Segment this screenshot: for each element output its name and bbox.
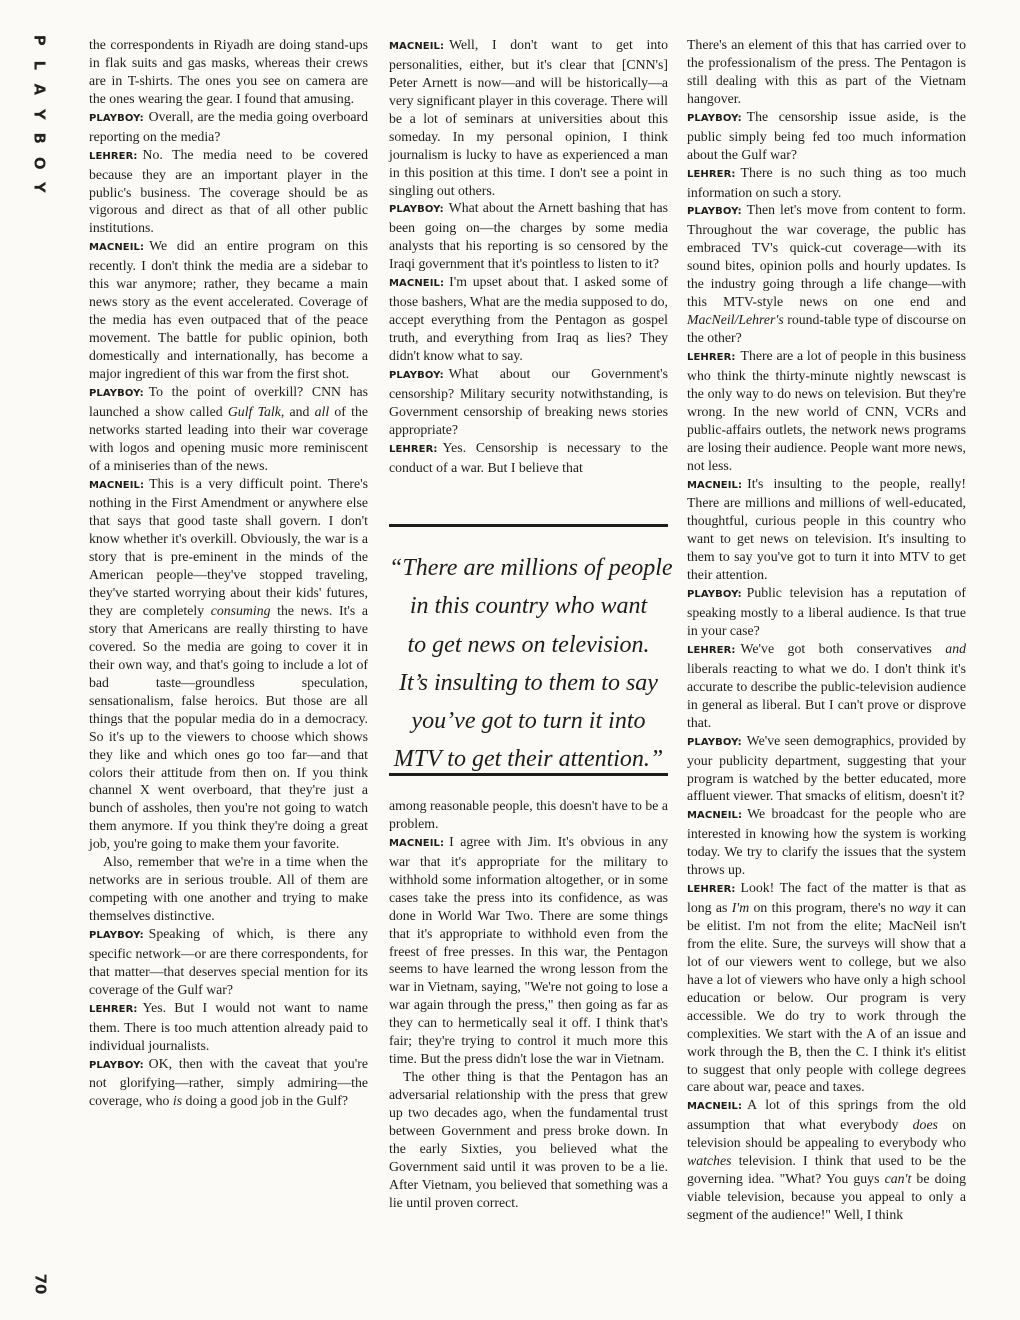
speaker-label: PLAYBOY: xyxy=(389,369,444,381)
masthead-letter: Y xyxy=(30,181,49,193)
speaker-label: MACNEIL: xyxy=(687,810,743,822)
pull-quote-line: in this country who want xyxy=(409,593,648,620)
pull-quote xyxy=(389,524,673,776)
paragraph-text: Public television has a reputation of speaking mostly to a liberal audience. Is that true in your case? xyxy=(687,585,966,638)
paragraph-text: Look! The fact of the matter is that as long as xyxy=(687,880,966,916)
paragraph xyxy=(687,475,966,585)
paragraph-text: among reasonable people, this doesn't have to be a problem. xyxy=(389,798,668,831)
speaker-label: MACNEIL: xyxy=(389,41,445,52)
paragraph xyxy=(89,475,368,854)
paragraph-text: I agree with Jim. It's obvious in any war that it's appropriate for the military to withhold some information altogether, or in some cases take the press into its confidence, as was done in World War Two. There are some things that it's appropriate to withhold even from the freest of free presses. In this war, the Pentagon seems to have learned the wrong lesson from the war in Vietnam, saying, "We're not going to lose a war again through the press," then going as far as they can to hermetically seal it off. I think that's fair; they're trying to control it much more this time. But the press didn't lose the war in Vietnam. xyxy=(389,833,668,1067)
speaker-label: MACNEIL: xyxy=(687,1101,743,1113)
paragraph-text: liberals reacting to what we do. I don't think it's accurate to describe the public-television audience in general as liberal. But I can't prove or disprove that. xyxy=(687,660,966,730)
article-column-2 xyxy=(389,36,668,477)
masthead-letter: P xyxy=(30,34,49,46)
speaker-label: MACNEIL: xyxy=(89,479,145,491)
speaker-label: PLAYBOY: xyxy=(389,204,444,216)
paragraph xyxy=(687,36,966,108)
paragraph-text: There are a lot of people in this business who think the thirty-minute nightly newscast is the only way to do news on television. But they're wrong. In the new world of CNN, VCRs and public-affairs outlets, the network news programs are losing their audience. People want more news, not less. xyxy=(687,347,966,473)
paragraph-text: There is no such thing as too much information on such a story. xyxy=(687,164,966,200)
speaker-label: PLAYBOY: xyxy=(89,1059,144,1071)
paragraph-text: be doing viable television, because you appeal to only a segment of the audience!" Well, I think xyxy=(687,1171,966,1222)
paragraph-text: To the point of overkill? CNN has launched a show called xyxy=(89,383,368,419)
paragraph-text: television. I think that used to be the governing idea. "What? You guys xyxy=(687,1153,966,1187)
paragraph-text: Also, remember that we're in a time when the networks are in serious trouble. All of them are competing with one another and trying to make themselves distinctive. xyxy=(89,854,368,923)
paragraph-text: OK, then with the caveat that you're not glorifying—rather, simply admiring—the coverage, who xyxy=(89,1055,368,1109)
paragraph-text: There's an element of this that has carried over to the professionalism of the press. The Pentagon is still dealing with this as part of the Vietnam hangover. xyxy=(687,37,966,106)
speaker-label: MACNEIL: xyxy=(687,479,743,491)
paragraph-text: I'm upset about that. I asked some of those bashers, What are the media supposed to do, accept everything from the Pentagon as gospel truth, and everything from Iraq as lies? They didn't know what to say. xyxy=(389,274,668,363)
italic-text: consuming xyxy=(210,603,271,619)
paragraph-text: Yes. Censorship is necessary to the conduct of a war. But I believe that xyxy=(389,439,668,475)
pull-quote-line: to get news on television. xyxy=(407,631,650,658)
paragraph-text: Then let's move from content to form. Throughout the war coverage, the public has embraced TV's quick-cut coverage—with its sound bites, opinion polls and hourly updates. Is the industry going through a life change—with this MTV-style news on one end and xyxy=(687,202,966,310)
paragraph xyxy=(389,439,668,477)
paragraph-text: We've got both conservatives xyxy=(740,640,946,656)
italic-text: does xyxy=(912,1117,938,1133)
masthead-letter: A xyxy=(30,83,49,96)
paragraph xyxy=(89,853,368,925)
paragraph xyxy=(89,237,368,383)
speaker-label: PLAYBOY: xyxy=(89,387,144,399)
paragraph xyxy=(389,797,668,833)
paragraph xyxy=(389,833,668,1068)
paragraph-text: We've seen demographics, provided by your publicity department, suggesting that your program is watched by the better educated, more affluent viewer. That smacks of elitism, doesn't it? xyxy=(687,732,966,804)
paragraph xyxy=(687,584,966,640)
paragraph-text: the news. It's a story that Americans are really thirsting to have covered. So the media are going to cover it in their own way, and that's going to include a lot of bad taste—groundless speculation, sensationalism, false heroics. But those are all things that the popular media do in a democracy. So it's up to the viewers to choose which shows they like and which ones go too far—and that colors their attitude from then on. If you think channel X went overboard, that they're just a bunch of assholes, then you're not going to watch them anymore. If you think they're doing a great job, you're going to make them your favorite. xyxy=(89,603,368,852)
speaker-label: MACNEIL: xyxy=(389,278,445,290)
speaker-label: PLAYBOY: xyxy=(89,929,144,941)
speaker-label: PLAYBOY: xyxy=(687,589,742,601)
italic-text: MacNeil/Lehrer's xyxy=(687,312,784,328)
paragraph xyxy=(389,1068,668,1212)
speaker-label: MACNEIL: xyxy=(389,837,445,849)
paragraph xyxy=(89,1055,368,1111)
paragraph xyxy=(89,146,368,238)
paragraph-text: Speaking of which, is there any specific network—or are there correspondents, for that matter—that deserves special mention for its coverage of the Gulf war? xyxy=(89,925,368,997)
paragraph xyxy=(687,805,966,879)
italic-text: watches xyxy=(687,1153,732,1169)
pull-quote-line: you’ve got to turn it into xyxy=(411,708,646,735)
paragraph xyxy=(687,108,966,164)
masthead-letter: Y xyxy=(30,108,49,120)
italic-text: and xyxy=(945,640,966,656)
paragraph-text: We broadcast for the people who are interested in knowing how the system is working today. We try to clarify the issues that the system throws up. xyxy=(687,806,966,878)
paragraph xyxy=(389,365,668,439)
page-number: 70 xyxy=(31,1273,50,1295)
italic-text: can't xyxy=(884,1171,912,1187)
paragraph xyxy=(687,347,966,475)
paragraph xyxy=(389,273,668,365)
paragraph-text: on television should be appealing to everybody who xyxy=(687,1117,966,1151)
playboy-masthead xyxy=(28,28,50,200)
speaker-label: LEHRER: xyxy=(687,644,736,656)
article-column-1 xyxy=(89,36,368,1110)
paragraph-text: The censorship issue aside, is the public simply being fed too much information about the Gulf war? xyxy=(687,108,966,162)
italic-text: I'm xyxy=(731,900,750,916)
paragraph xyxy=(89,108,368,146)
paragraph-text: What about our Government's censorship? Military security notwithstanding, is Government censorship of breaking news stories appropriate? xyxy=(389,365,668,437)
paragraph xyxy=(687,879,966,1096)
paragraph-text: We did an entire program on this recently. I don't think the media are a sidebar to this war anymore; rather, they became a main news story as the event accelerated. Coverage of the media has even outpaced that of the peace movement. The battle for public opinion, both domestically and internationally, has become a major ingredient of this war from the first shot. xyxy=(89,238,368,381)
paragraph xyxy=(687,732,966,806)
paragraph-text: , and xyxy=(280,403,315,419)
pull-quote-line: It’s insulting to them to say xyxy=(399,669,658,696)
paragraph-text: round-table type of discourse on the other? xyxy=(687,312,966,345)
paragraph-text: No. The media need to be covered because they are an important player in the public's business. The coverage should be as vigorous and direct as that of all other public institutions. xyxy=(89,146,368,236)
article-column-2-continued xyxy=(389,797,668,1212)
italic-text: way xyxy=(908,900,931,916)
paragraph-text: What about the Arnett bashing that has been going on—the charges by some media analysts that his reporting is so censored by the Iraqi government that it's pointless to listen to it? xyxy=(389,200,668,272)
italic-text: is xyxy=(172,1093,183,1109)
italic-text: all xyxy=(314,403,330,419)
speaker-label: PLAYBOY: xyxy=(687,112,742,124)
paragraph-text: on this program, there's no xyxy=(749,900,909,916)
paragraph-text: the correspondents in Riyadh are doing stand-ups in flak suits and gas masks, whereas their crews are in T-shirts. The ones you see on camera are the ones wearing the gear. I found that amusing. xyxy=(89,37,368,106)
paragraph-text: The other thing is that the Pentagon has an adversarial relationship with the press that grew up two decades ago, when the fundamental trust between Government and press broke down. In the early Sixties, you believed what the Government said until it was proven to be a lie. After Vietnam, you believed that something was a lie until proven correct. xyxy=(389,1069,668,1210)
paragraph-text: doing a good job in the Gulf? xyxy=(182,1093,349,1109)
speaker-label: LEHRER: xyxy=(687,168,736,180)
paragraph-text: It's insulting to the people, really! There are millions and millions of well-educated, thoughtful, curious people in this country who want to get news on television. It's insulting to them to say you've got to turn it into MTV to get their attention. xyxy=(687,475,966,583)
speaker-label: LEHRER: xyxy=(687,884,736,896)
speaker-label: PLAYBOY: xyxy=(89,112,144,124)
paragraph-text: Well, I don't want to get into personalities, either, but it's clear that [CNN's] Peter Arnett is now—and will be historically—a very significant player in this coverage. There will be a lot of seminars at universities about this someday. In my personal opinion, I think journalism is lucky to have as experienced a man in this position at this time. I don't see a point in singling out others. xyxy=(389,37,668,198)
pull-quote-line: MTV to get their attention.” xyxy=(393,746,664,773)
speaker-label: PLAYBOY: xyxy=(687,736,742,748)
paragraph-text: A lot of this springs from the old assumption that what everybody xyxy=(687,1097,966,1133)
paragraph xyxy=(89,383,368,475)
article-column-3 xyxy=(687,36,966,1224)
paragraph-text: This is a very difficult point. There's nothing in the First Amendment or anywhere else that says that good taste shall govern. I don't know whether it's overkill. Obviously, the war is a story that is pre-eminent in the minds of the American people—they've stopped traveling, they've started worrying about their kids' futures, they are completely xyxy=(89,475,368,619)
masthead-letter: O xyxy=(30,156,49,170)
italic-text: Gulf Talk xyxy=(227,403,281,419)
paragraph-text: it can be elitist. I'm not from the elite; MacNeil isn't from the elite. Sure, the surveys will show that a lot of our viewers went to college, but we also have a lot of viewers who have only a high school education or below. Our program is very accessible. We do try to work through the complexities. We start with the A of an issue and work through the B, then the C. I think it's elitist to suggest that only people with college degrees care about war, peace and taxes. xyxy=(687,900,967,1095)
paragraph xyxy=(89,999,368,1055)
paragraph xyxy=(687,1096,966,1224)
paragraph xyxy=(389,199,668,273)
speaker-label: LEHRER: xyxy=(389,443,438,455)
masthead-letter: B xyxy=(30,132,49,144)
paragraph-text: Overall, are the media going overboard reporting on the media? xyxy=(89,108,368,144)
pull-quote-line: “There are millions of people xyxy=(389,555,673,581)
paragraph xyxy=(89,925,368,999)
speaker-label: LEHRER: xyxy=(89,1003,138,1015)
paragraph xyxy=(687,201,966,347)
paragraph-text: Yes. But I would not want to name them. There is too much attention already paid to individual journalists. xyxy=(89,999,368,1053)
speaker-label: PLAYBOY: xyxy=(687,206,742,218)
paragraph xyxy=(687,640,966,732)
paragraph xyxy=(389,36,668,199)
speaker-label: MACNEIL: xyxy=(89,242,145,254)
paragraph-text: of the networks started leading into their war coverage with logos and opening music more reminiscent of a miniseries than of the news. xyxy=(89,403,368,473)
masthead-letter: L xyxy=(30,59,49,70)
speaker-label: LEHRER: xyxy=(687,351,736,363)
paragraph xyxy=(89,36,368,108)
speaker-label: LEHRER: xyxy=(89,150,138,162)
paragraph xyxy=(687,164,966,202)
